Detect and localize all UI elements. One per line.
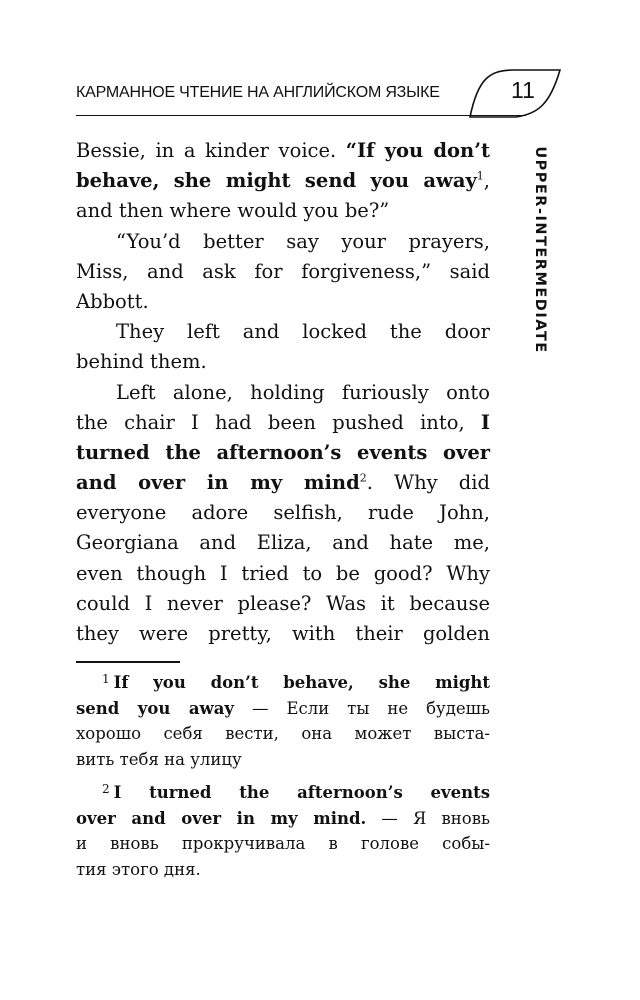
text-line: and over in my mind$^2$. Why did xyxy=(76,471,490,495)
text-line: They left and locked the door xyxy=(116,320,490,344)
text-line: they were pretty, with their golden xyxy=(76,622,490,645)
running-header-title: КАРМАННОЕ ЧТЕНИЕ НА АНГЛИЙСКОМ ЯЗЫКЕ xyxy=(76,84,440,101)
level-side-label xyxy=(528,140,552,360)
text-line: could I never please? Was it because xyxy=(76,591,490,615)
text-line: and then where would you be?” xyxy=(76,199,390,223)
text-line: even though I tried to be good? Why xyxy=(76,561,490,585)
footnote-rule xyxy=(76,661,180,663)
text-line: Bessie, in a kinder voice. “If you don’t xyxy=(76,139,490,162)
text-line: Left alone, holding furiously onto xyxy=(116,380,490,404)
text-line: behind them. xyxy=(76,350,207,374)
text-line: Georgiana and Eliza, and hate me, xyxy=(76,531,490,555)
footnote-1: $^1$ If you don’t behave, she might send you away — Если ты не будешь хорошо себя вести, она может выста- вить тебя на улицу xyxy=(76,671,490,769)
text-line: “You’d better say your prayers, xyxy=(116,229,490,253)
text-line: behave, she might send you away$^1$, xyxy=(76,169,490,193)
text-line: everyone adore selfish, rude John, xyxy=(76,501,490,525)
footnote-number: 1 xyxy=(102,671,110,686)
footnote-2: $^2$ I turned the afternoon’s events over and over in my mind. — Я вновь и вновь прокручивала в голове собы- тия этого дня. xyxy=(76,781,490,879)
text-line: Abbott. xyxy=(76,289,149,313)
text-line: turned the afternoon’s events over xyxy=(76,440,490,464)
footnotes xyxy=(76,670,490,882)
text-line: Miss, and ask for forgiveness,” said xyxy=(76,259,490,283)
footnote-ref-1: 1 xyxy=(476,169,484,183)
level-label-text: UPPER-INTERMEDIATE xyxy=(532,146,548,354)
text-line: the chair I had been pushed into, I xyxy=(76,410,490,434)
page-number: 11 xyxy=(511,77,535,103)
footnote-number: 2 xyxy=(102,781,110,796)
footnote-ref-2: 2 xyxy=(359,471,367,485)
main-text xyxy=(76,136,490,649)
